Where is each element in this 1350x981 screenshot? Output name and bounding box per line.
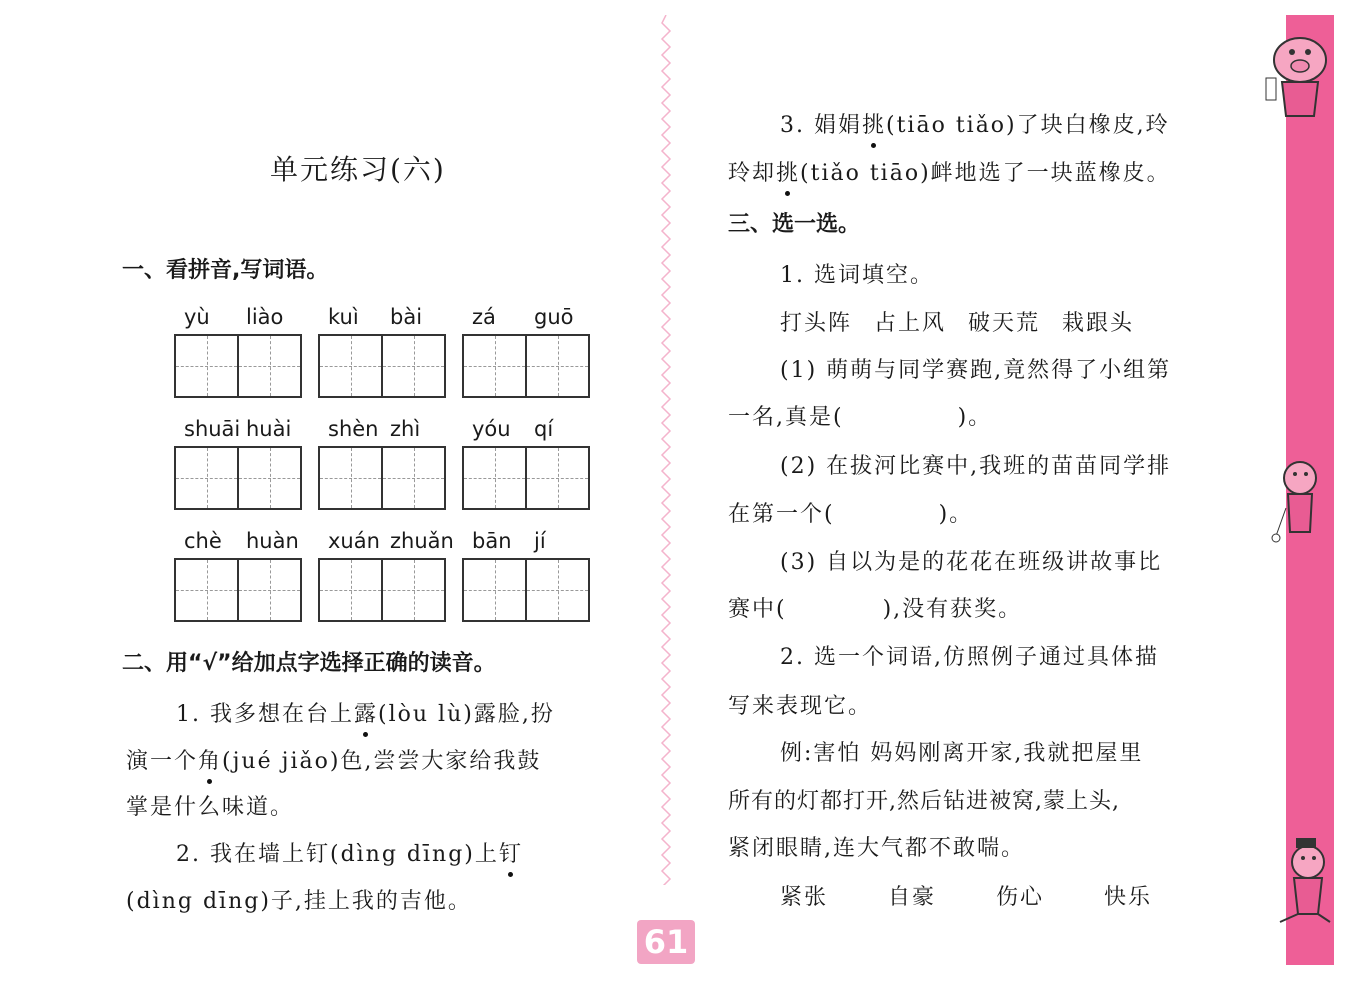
grid-cell[interactable] <box>527 560 588 620</box>
grid-cell[interactable] <box>527 448 588 508</box>
q3-line2: 玲却挑 (tiǎo tiāo)衅地选了一块蓝橡皮。 <box>728 156 1171 187</box>
pinyin-label: bài <box>390 305 423 329</box>
choice: 紧张 <box>780 885 829 910</box>
word: 打头阵 <box>780 311 853 336</box>
pinyin-label: huài <box>246 417 292 441</box>
writing-grid[interactable] <box>174 446 302 510</box>
q3-line1: 3. 娟娟挑 (tiāo tiǎo)了块白橡皮,玲 <box>780 108 1170 139</box>
choice-words <box>780 880 1152 911</box>
fill-3-line1: (3) 自以为是的花花在班级讲故事比 <box>780 550 1163 575</box>
word-bank <box>780 306 1134 337</box>
fill-1-line1: (1) 萌萌与同学赛跑,竟然得了小组第 <box>780 358 1172 383</box>
writing-grid[interactable] <box>462 334 590 398</box>
pinyin-label: bān <box>472 529 512 553</box>
grid-cell[interactable] <box>239 560 300 620</box>
choice: 伤心 <box>996 885 1045 910</box>
writing-grid[interactable] <box>318 558 446 622</box>
writing-grid[interactable] <box>174 558 302 622</box>
q2-line2: (dìng dīng)子,挂上我的吉他。 <box>126 889 472 914</box>
q2-line1: 2. 我在墙上钉(dìng dīng)上钉 <box>176 837 523 868</box>
writing-grid[interactable] <box>318 446 446 510</box>
pinyin-label: zhuǎn <box>390 529 454 553</box>
grid-cell[interactable] <box>176 448 239 508</box>
word: 破天荒 <box>968 311 1041 336</box>
example-line3: 紧闭眼睛,连大气都不敢喘。 <box>728 836 1025 861</box>
grid-cell[interactable] <box>383 560 444 620</box>
dotted-char: 挑 <box>862 113 886 138</box>
pinyin-label: yóu <box>472 417 511 441</box>
fill-2-line2: 在第一个( )。 <box>728 502 974 527</box>
pig-yoyo-icon <box>1262 458 1332 554</box>
writing-grid[interactable] <box>462 558 590 622</box>
section1-heading: 一、看拼音,写词语。 <box>122 258 329 283</box>
choice: 自豪 <box>888 885 937 910</box>
sub2-line1: 2. 选一个词语,仿照例子通过具体描 <box>780 645 1159 670</box>
fill-3-line2: 赛中( ),没有获奖。 <box>728 597 1023 622</box>
section2-heading: 二、用“√”给加点字选择正确的读音。 <box>122 651 496 676</box>
choice: 快乐 <box>1104 885 1153 910</box>
sub1-heading: 1. 选词填空。 <box>780 263 934 288</box>
dotted-char: 露 <box>354 702 378 727</box>
pinyin-label: huàn <box>246 529 299 553</box>
pig-mascot-icon <box>1252 20 1342 130</box>
sub2-line2: 写来表现它。 <box>728 694 873 719</box>
page-divider <box>660 15 672 885</box>
grid-cell[interactable] <box>527 336 588 396</box>
grid-cell[interactable] <box>176 336 239 396</box>
dotted-char: 角 <box>198 749 222 774</box>
q1-line3: 掌是什么味道。 <box>126 795 295 820</box>
example-line1: 例:害怕 妈妈刚离开家,我就把屋里 <box>780 741 1144 766</box>
grid-cell[interactable] <box>383 336 444 396</box>
q1-line2: 演一个角 (jué jiǎo)色,尝尝大家给我鼓 <box>126 744 541 775</box>
grid-cell[interactable] <box>239 448 300 508</box>
grid-cell[interactable] <box>464 336 527 396</box>
word: 占上风 <box>874 311 947 336</box>
dotted-char: 钉 <box>499 842 523 867</box>
grid-cell[interactable] <box>176 560 239 620</box>
pinyin-label: shuāi <box>184 417 241 441</box>
grid-cell[interactable] <box>320 448 383 508</box>
pinyin-label: liào <box>246 305 284 329</box>
fill-2-line1: (2) 在拔河比赛中,我班的苗苗同学排 <box>780 454 1172 479</box>
writing-grid[interactable] <box>174 334 302 398</box>
grid-cell[interactable] <box>464 560 527 620</box>
grid-cell[interactable] <box>239 336 300 396</box>
pinyin-label: shèn <box>328 417 379 441</box>
grid-cell[interactable] <box>320 560 383 620</box>
section3-heading: 三、选一选。 <box>728 212 861 237</box>
pinyin-label: zhì <box>390 417 421 441</box>
pinyin-label: yù <box>184 305 210 329</box>
grid-cell[interactable] <box>464 448 527 508</box>
q1-line1: 1. 我多想在台上露 (lòu lù)露脸,扮 <box>176 697 555 728</box>
pinyin-label: xuán <box>328 529 380 553</box>
example-line2: 所有的灯都打开,然后钻进被窝,蒙上头, <box>728 789 1120 814</box>
writing-grid[interactable] <box>462 446 590 510</box>
pig-dancer-icon <box>1268 830 1340 930</box>
pinyin-label: zá <box>472 305 496 329</box>
grid-cell[interactable] <box>383 448 444 508</box>
fill-1-line2: 一名,真是( )。 <box>728 405 993 430</box>
word: 栽跟头 <box>1062 311 1135 336</box>
dotted-char: 挑 <box>776 161 800 186</box>
pinyin-label: kuì <box>328 305 359 329</box>
pinyin-label: jí <box>534 529 546 553</box>
pinyin-label: qí <box>534 417 554 441</box>
pinyin-label: guō <box>534 305 574 329</box>
pinyin-label: chè <box>184 529 222 553</box>
page-title: 单元练习(六) <box>270 153 446 186</box>
page-number: 61 <box>637 920 695 964</box>
writing-grid[interactable] <box>318 334 446 398</box>
grid-cell[interactable] <box>320 336 383 396</box>
